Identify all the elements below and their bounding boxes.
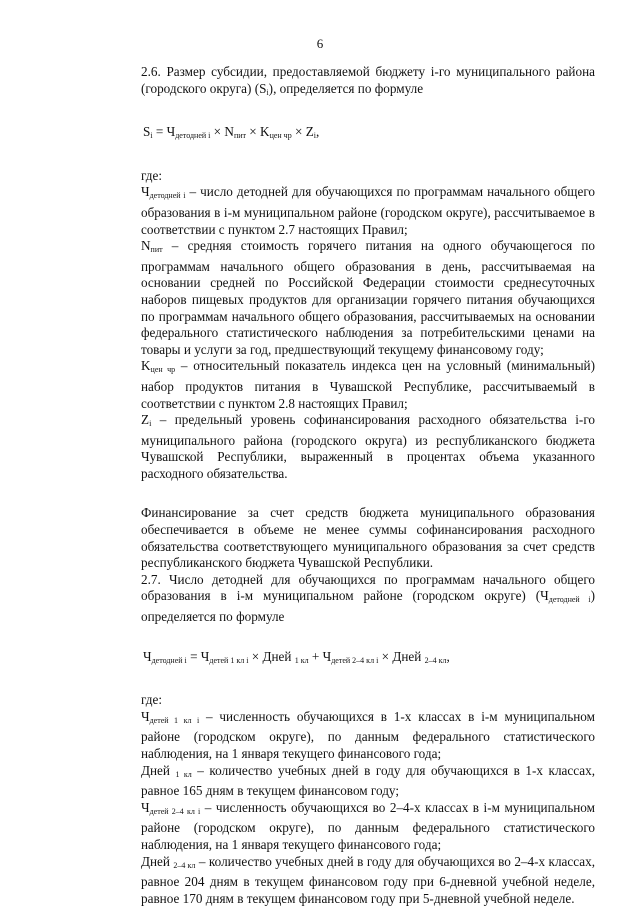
definition-children-grade1: $Ч_{детей 1 кл i}$ – численность обучающихся в 1-х классах в i-м муниципальном районе (городском округе), по данным федерального статистического наблюдения, на 1 января текущего финансового года; xyxy=(141,708,595,761)
page-number: 6 xyxy=(316,36,324,51)
definition-detodnei: $Ч_{детодней i}$ – число детодней для обучающихся по программам начального общего образования в i-м муниципальном районе (городском округе), рассчитываемое в соответствии с пунктом 2.7 настоящих Правил; xyxy=(141,184,595,237)
definition-days-grade1: Дней $_{1 кл}$ – количество учебных дней в году для обучающихся в 1-х классах, равное 165 дням в текущем финансовом году; xyxy=(141,762,595,799)
formula-subsidy: $S_i = Ч_{детодней i} \times N_{пит} \times K_{цен чр} \times Z_i$, xyxy=(143,124,320,141)
definition-children-grade2-4: $Ч_{детей 2-4 кл i}$ – численность обучающихся во 2–4-х классах в i-м муниципальном районе (городском округе), по данным федерального статистического наблюдения, на 1 января текущего финансового года; xyxy=(141,799,595,852)
formula-detodni: $Ч_{детодней i} = Ч_{детей 1 кл i}$ × Дней $_{1 кл} + Ч_{детей 2-4 кл i}$ × Дней $_{2-4 кл}$, xyxy=(143,648,450,665)
where-label: где: xyxy=(141,167,162,183)
definition-npit: $N_{пит}$ – средняя стоимость горячего питания на одного обучающегося по программам начального общего образования в день, рассчитываемая на основании средней по Российской Федерации стоимости среднесуточных наборов пищевых продуктов для организации горячего питания обучающихся по программам начального общего образования, рассчитываемых на основании федерального статистического наблюдения за потребительскими ценами на товары и услуги за год, предшествующий текущему финансовому году; xyxy=(141,238,595,357)
definition-z: $Z_i$ – предельный уровень софинансирования расходного обязательства i-го муниципального района (городского округа) из республиканского бюджета Чувашской Республики, выраженный в процентах объема указанного расходного обязательства. xyxy=(141,412,595,481)
financing-paragraph: Финансирование за счет средств бюджета муниципального образования обеспечивается в объеме не менее суммы софинансирования расходного обязательства соответствующего муниципального образования за счет средств республиканского бюджета Чувашской Республики. xyxy=(141,505,595,571)
section-2-7-intro: 2.7. Число детодней для обучающихся по программам начального общего образования в i-м муниципальном районе (городском округе) $(Ч_{детодней i})$ определяется по формуле xyxy=(141,571,596,625)
section-2-6-intro: 2.6. Размер субсидии, предоставляемой бюджету i-го муниципального района (городского округа) $(S_i)$, определяется по формуле xyxy=(141,64,595,97)
where-label-2: где: xyxy=(141,692,162,708)
definition-kcen: $K_{цен чр}$ – относительный показатель индекса цен на условный (минимальный) набор продуктов питания в Чувашской Республике, рассчитываемый в соответствии с пунктом 2.8 настоящих Правил; xyxy=(141,358,596,411)
document-body xyxy=(141,64,595,907)
definition-days-grade2-4: Дней $_{2-4 кл}$ – количество учебных дней в году для обучающихся во 2–4-х классах, равное 204 дням в текущем финансовом году при 6-дневной учебной неделе, равное 170 дням в текущем финансовом году при 5-дневной учебной неделе. xyxy=(141,853,595,906)
